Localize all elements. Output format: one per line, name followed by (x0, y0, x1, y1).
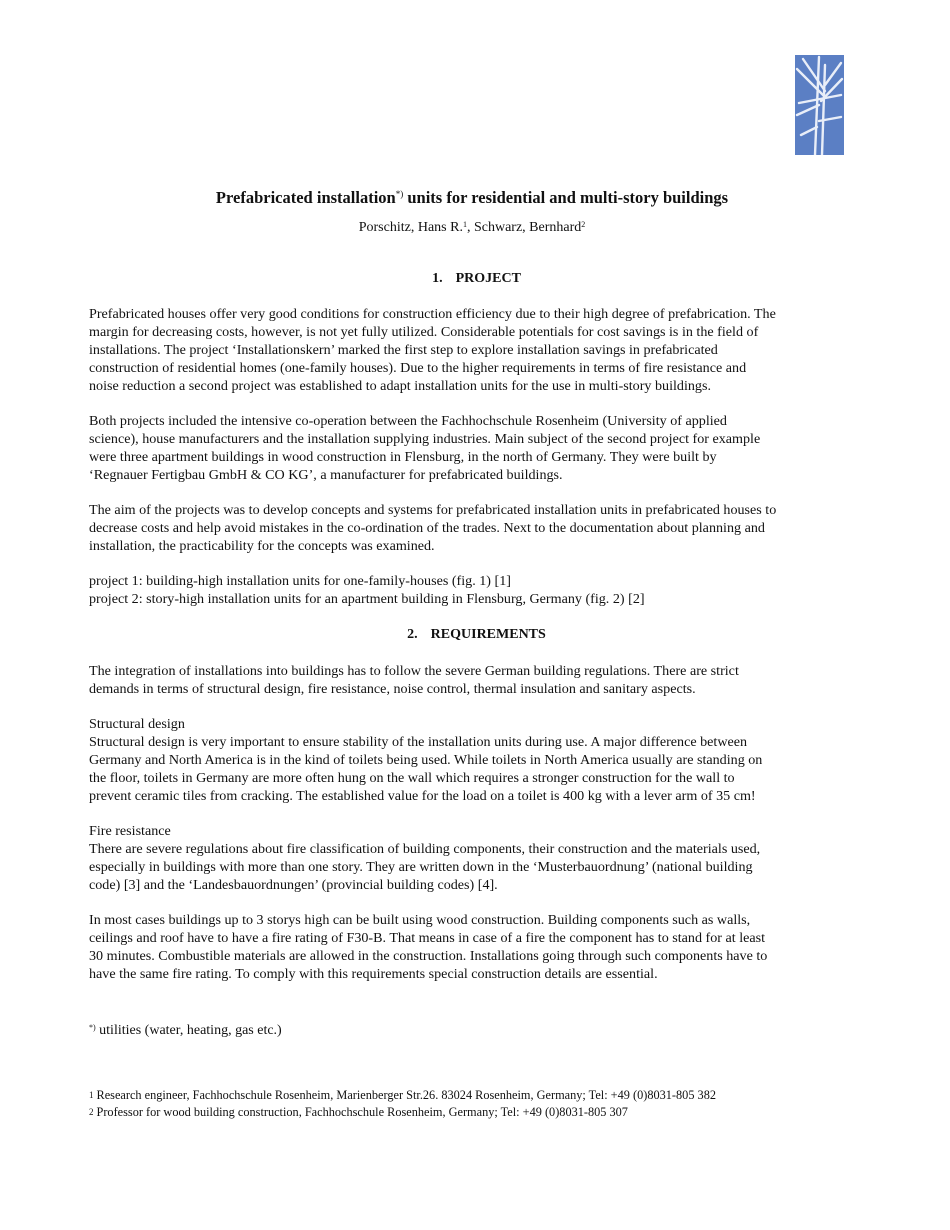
paper-title (0, 184, 944, 208)
paragraph-fire-resistance (89, 822, 864, 894)
footnote (89, 1019, 282, 1040)
text-line: construction of residential homes (one-family houses). Due to the higher requirements in terms of fire resistance and (89, 360, 747, 376)
section-title: REQUIREMENTS (430, 627, 546, 642)
title-text-start: Prefabricated installation (215, 188, 396, 207)
text-line: ‘Regnauer Fertigbau GmbH & CO KG’, a manufacturer for prefabricated buildings. (89, 467, 563, 483)
text-line: The integration of installations into buildings has to follow the severe German building regulations. There are strict (89, 663, 739, 679)
author-separator: , (466, 220, 474, 235)
project-list-item: project 2: story-high installation units for an apartment building in Flensburg, Germany (fig. 2) [2] (89, 591, 645, 607)
text-line: Both projects included the intensive co-operation between the Fachhochschule Rosenheim (University of applied (89, 413, 727, 429)
text-line: In most cases buildings up to 3 storys high can be built using wood construction. Building components such as walls, (89, 912, 751, 928)
text-line: There are severe regulations about fire classification of building components, their construction and the materials used, (89, 841, 761, 857)
footnote-text: utilities (water, heating, gas etc.) (95, 1023, 282, 1038)
paragraph-structural-design (89, 715, 864, 805)
title-footnote-marker: *) (395, 189, 404, 199)
text-line: Prefabricated houses offer very good conditions for construction efficiency due to their high degree of prefabrication. The (89, 306, 776, 322)
author-2: Schwarz, Bernhard (473, 220, 582, 235)
affiliation-1 (89, 1087, 716, 1103)
text-line: were three apartment buildings in wood construction in Flensburg, in the north of Germany. They were built by (89, 449, 717, 465)
text-line: demands in terms of structural design, fire resistance, noise control, thermal insulation and sanitary aspects. (89, 681, 696, 697)
author-line (0, 216, 944, 237)
paragraph (89, 305, 864, 395)
paragraph (89, 412, 864, 484)
subheading: Fire resistance (89, 823, 171, 839)
text-line: margin for decreasing costs, however, is not yet fully utilized. Considerable potentials for cost savings is in the field of (89, 324, 759, 340)
text-line: installations. The project ‘Installationskern’ marked the first step to explore installation savings in prefabricated (89, 342, 718, 358)
author-1-mark: 1 (462, 220, 467, 229)
text-line: Germany and North America is in the kind of toilets being used. While toilets in North America usually are standing on (89, 752, 763, 768)
section-heading-requirements (89, 626, 864, 644)
subheading: Structural design (89, 716, 185, 732)
text-line: have the same fire rating. To comply with this requirements special construction details are essential. (89, 966, 658, 982)
project-list-item: project 1: building-high installation units for one-family-houses (fig. 1) [1] (89, 573, 511, 589)
text-line: especially in buildings with more than one story. They are written down in the ‘Musterbauordnung’ (national building (89, 859, 753, 875)
text-line: the floor, toilets in Germany are more often hung on the wall which requires a stronger construction for the wall to (89, 770, 735, 786)
text-line: code) [3] and the ‘Landesbauordnungen’ (provincial building codes) [4]. (89, 877, 498, 893)
affiliation-2 (89, 1104, 628, 1120)
text-line: prevent ceramic tiles from cracking. The established value for the load on a toilet is 400 kg with a lever arm of 35 cm! (89, 788, 756, 804)
section-title: PROJECT (455, 271, 521, 286)
text-line: noise reduction a second project was established to adapt installation units for the use in multi-story buildings. (89, 378, 711, 394)
affiliation-mark: 2 (89, 1107, 94, 1117)
affiliation-text: Professor for wood building construction, Fachhochschule Rosenheim, Germany; Tel: +49 (0)8031-805 307 (96, 1105, 628, 1119)
section-heading-project (89, 270, 864, 288)
section-number: 1. (432, 271, 443, 286)
text-line: decrease costs and help avoid mistakes in the co-ordination of the trades. Next to the documentation about planning and (89, 520, 765, 536)
text-line: ceilings and roof have to have a fire rating of F30-B. That means in case of a fire the component has to stand for at least (89, 930, 766, 946)
footnote-marker: *) (89, 1023, 96, 1032)
affiliation-text: Research engineer, Fachhochschule Rosenheim, Marienberger Str.26. 83024 Rosenheim, Germany; Tel: +49 (0)8031-805 382 (96, 1088, 716, 1102)
project-list (89, 572, 864, 608)
section-number: 2. (407, 627, 418, 642)
text-line: science), house manufacturers and the installation supplying industries. Main subject of the second project for example (89, 431, 761, 447)
title-text-end: units for residential and multi-story buildings (403, 188, 729, 207)
author-2-mark: 2 (581, 220, 586, 229)
affiliation-mark: 1 (89, 1090, 94, 1100)
text-line: installation, the practicability for the concepts was examined. (89, 538, 435, 554)
text-line: 30 minutes. Combustible materials are allowed in the construction. Installations going through such components have to (89, 948, 768, 964)
paragraph (89, 662, 864, 698)
text-line: Structural design is very important to ensure stability of the installation units during use. A major difference between (89, 734, 748, 750)
author-1: Porschitz, Hans R. (358, 220, 463, 235)
logo-graphic (795, 55, 844, 155)
institution-logo (795, 55, 844, 155)
paragraph (89, 911, 864, 983)
text-line: The aim of the projects was to develop concepts and systems for prefabricated installation units in prefabricated houses to (89, 502, 777, 518)
paragraph (89, 501, 864, 555)
